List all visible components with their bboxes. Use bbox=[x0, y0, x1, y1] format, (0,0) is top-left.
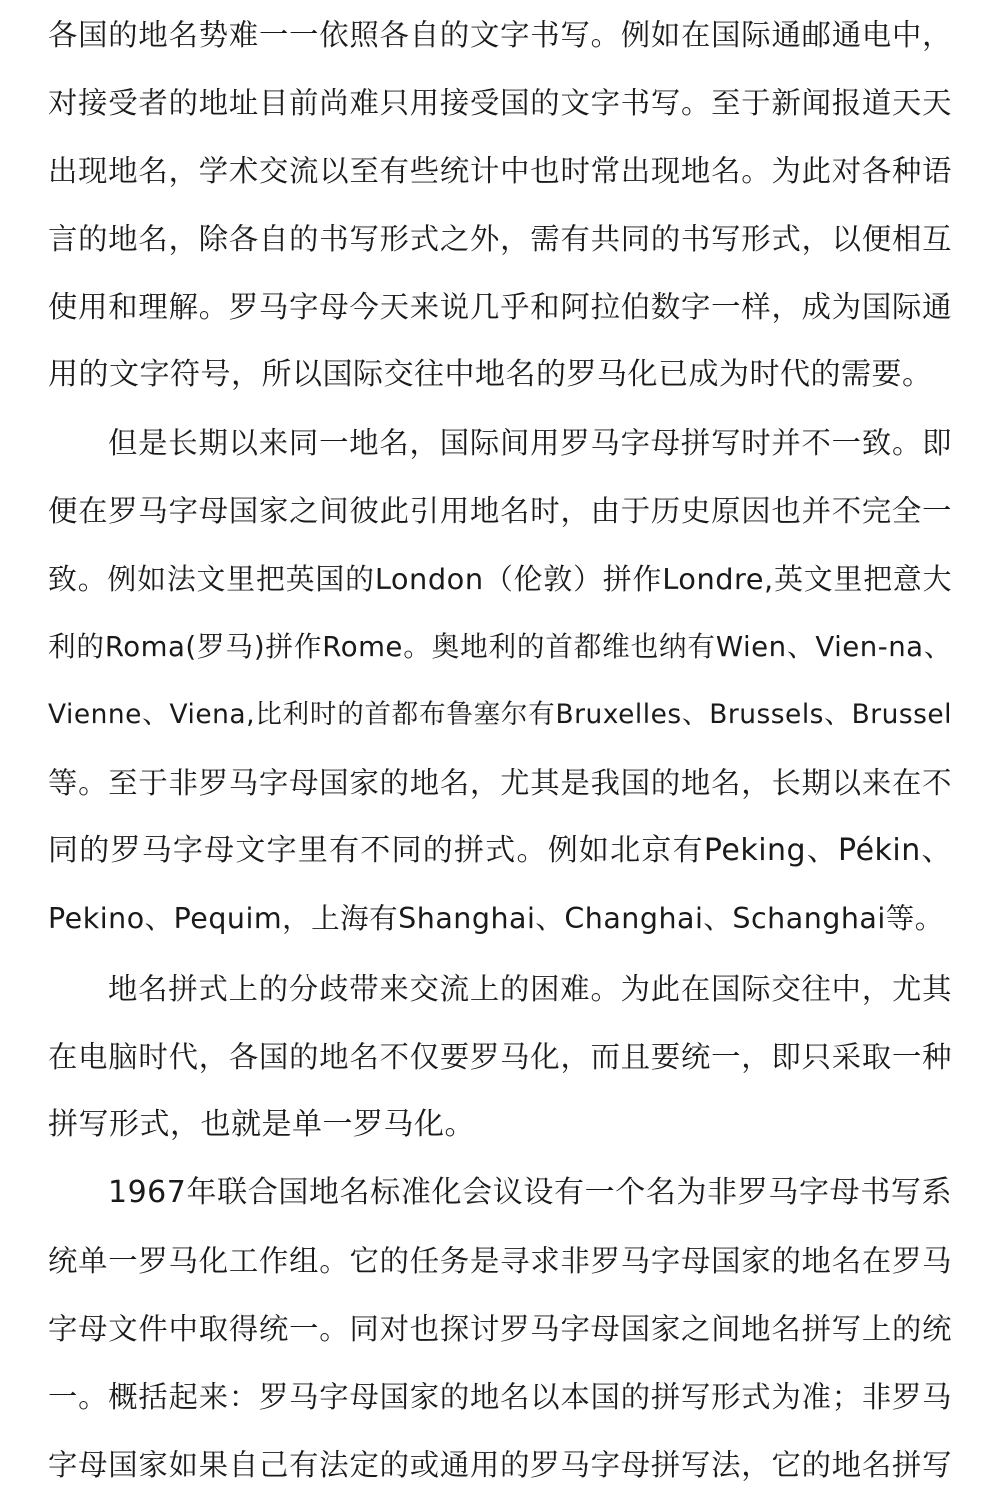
text-line: 字母国家如果自己有法定的或通用的罗马字母拼写法，它的地名拼写 bbox=[48, 1448, 952, 1482]
text-line: 一。概括起来：罗马字母国家的地名以本国的拼写形式为准；非罗马 bbox=[48, 1380, 952, 1414]
text-line: 统单一罗马化工作组。它的任务是寻求非罗马字母国家的地名在罗马 bbox=[48, 1244, 952, 1278]
text-line: 出现地名，学术交流以至有些统计中也时常出现地名。为此对各种语 bbox=[48, 154, 952, 188]
paragraph-first-line: 地名拼式上的分歧带来交流上的困难。为此在国际交往中，尤其 bbox=[108, 972, 952, 1006]
text-line: 同的罗马字母文字里有不同的拼式。例如北京有Peking、Pékin、 bbox=[48, 833, 952, 868]
paragraph-first-line: 但是长期以来同一地名，国际间用罗马字母拼写时并不一致。即 bbox=[108, 426, 952, 460]
text-line: 便在罗马字母国家之间彼此引用地名时，由于历史原因也并不完全一 bbox=[48, 494, 952, 528]
paragraph-first-line: 1967年联合国地名标准化会议设有一个名为非罗马字母书写系 bbox=[108, 1175, 952, 1210]
text-line: 利的Roma(罗马)拼作Rome。奥地利的首都维也纳有Wien、Vien-na、 bbox=[48, 630, 952, 663]
text-line: 等。至于非罗马字母国家的地名，尤其是我国的地名，长期以来在不 bbox=[48, 766, 952, 800]
text-line: 拼写形式，也就是单一罗马化。 bbox=[48, 1107, 475, 1142]
text-line: Pekino、Pequim，上海有Shanghai、Changhai、Schanghai等。 bbox=[48, 902, 944, 935]
text-line: Vienne、Viena,比利时的首都布鲁塞尔有Bruxelles、Brussels、Brussel bbox=[48, 699, 952, 730]
text-line: 对接受者的地址目前尚难只用接受国的文字书写。至于新闻报道天天 bbox=[48, 86, 952, 120]
text-line: 字母文件中取得统一。同对也探讨罗马字母国家之间地名拼写上的统 bbox=[48, 1312, 952, 1346]
text-line: 在电脑时代，各国的地名不仅要罗马化，而且要统一，即只采取一种 bbox=[48, 1040, 952, 1074]
text-line: 使用和理解。罗马字母今天来说几乎和阿拉伯数字一样，成为国际通 bbox=[48, 290, 952, 324]
text-line: 各国的地名势难一一依照各自的文字书写。例如在国际通邮通电中， bbox=[48, 18, 952, 52]
text-line: 致。例如法文里把英国的London（伦敦）拼作Londre,英文里把意大 bbox=[48, 562, 952, 596]
text-line: 用的文字符号，所以国际交往中地名的罗马化已成为时代的需要。 bbox=[48, 357, 933, 392]
text-line: 言的地名，除各自的书写形式之外，需有共同的书写形式，以便相互 bbox=[48, 222, 952, 256]
